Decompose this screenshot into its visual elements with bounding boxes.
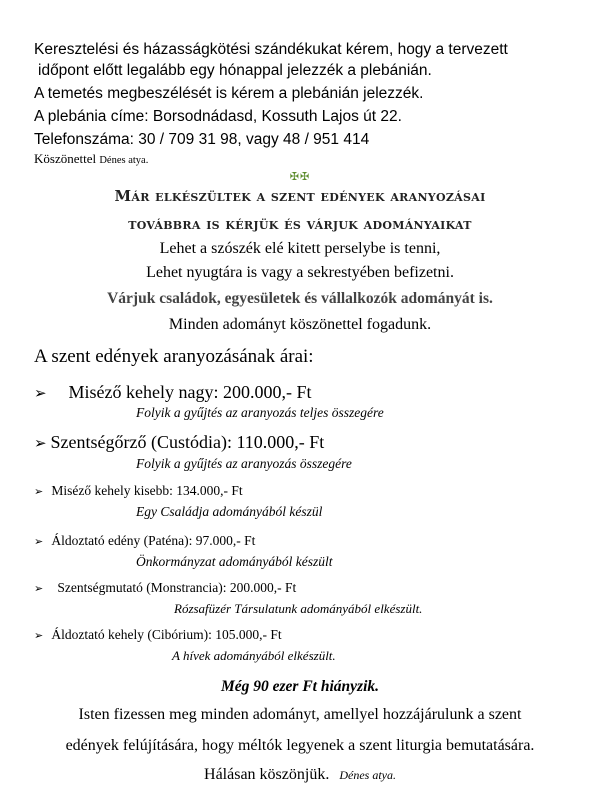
intro-line-4: A plebánia címe: Borsodnádasd, Kossuth Lajos út 22.: [34, 108, 402, 125]
price-item-label: Áldoztató kehely (Cibórium): 105.000,- Ft: [51, 627, 282, 642]
price-item-label: Miséző kehely kisebb: 134.000,- Ft: [51, 483, 243, 498]
intro-thanks-name: Dénes atya.: [99, 155, 149, 166]
appeal-line-1: Lehet a szószék elé kitett perselybe is tenni,: [159, 240, 441, 257]
header-line-2: továbbra is kérjük és várjuk adományaikat: [128, 215, 472, 233]
missing-amount: Még 90 ezer Ft hiányzik.: [220, 678, 380, 695]
price-item-note: Önkormányzat adományából készült: [136, 554, 333, 569]
price-item: [34, 627, 282, 643]
price-item-label: Szentségőrző (Custódia): 110.000,- Ft: [50, 432, 325, 452]
arrow-bullet-icon: ➢: [34, 386, 47, 402]
price-item-note: Folyik a gyűjtés az aranyozás teljes összegére: [136, 405, 384, 420]
price-item: [34, 432, 324, 453]
closing-line-1: Isten fizessen meg minden adományt, amellyel hozzájárulunk a szent: [78, 706, 522, 723]
closing-signature: [0, 766, 600, 784]
price-item-label: Szentségmutató (Monstrancia): 200.000,- Ft: [57, 580, 297, 595]
closing-line-2: edények felújítására, hogy méltók legyenek a szent liturgia bemutatására.: [65, 737, 535, 754]
appeal-line-2: Lehet nyugtára is vagy a sekrestyében befizetni.: [146, 264, 454, 281]
arrow-bullet-icon: ➢: [34, 436, 47, 452]
intro-thanks: [34, 151, 148, 167]
price-item-label: Miséző kehely nagy: 200.000,- Ft: [68, 382, 312, 402]
intro-line-2: időpont előtt legalább egy hónappal jelezzék a plebánián.: [38, 62, 432, 79]
intro-line-5: Telefonszáma: 30 / 709 31 98, vagy 48 / 951 414: [34, 131, 370, 148]
intro-thanks-word: Köszönettel: [34, 151, 97, 166]
arrow-bullet-icon: ➢: [34, 630, 44, 642]
arrow-bullet-icon: ➢: [34, 583, 44, 595]
price-item-note: A hívek adományából elkészült.: [172, 648, 336, 663]
price-item: [34, 483, 243, 499]
arrow-bullet-icon: ➢: [34, 486, 44, 498]
price-item: [34, 580, 296, 596]
price-item-label: Áldoztató edény (Paténa): 97.000,- Ft: [51, 533, 256, 548]
price-item: [34, 533, 255, 549]
price-item-note: Rózsafüzér Társulatunk adományából elkészült.: [174, 601, 423, 616]
closing-thanks: Hálásan köszönjük.: [204, 766, 330, 783]
cross-ornament-icon: ✠✠: [289, 171, 311, 183]
appeal-line-3: Várjuk családok, egyesületek és vállalkozók adományát is.: [107, 290, 493, 307]
closing-name: Dénes atya.: [339, 768, 396, 782]
arrow-bullet-icon: ➢: [34, 536, 44, 548]
price-item-note: Egy Családja adományából készül: [136, 504, 323, 519]
price-item: [34, 382, 311, 403]
header-line-1: Már elkészültek a szent edények aranyozásai: [114, 187, 486, 205]
appeal-line-4: Minden adományt köszönettel fogadunk.: [168, 316, 432, 333]
prices-title: A szent edények aranyozásának árai:: [34, 346, 314, 367]
intro-line-1: Keresztelési és házasságkötési szándékukat kérem, hogy a tervezett: [34, 41, 508, 58]
intro-line-3: A temetés megbeszélését is kérem a plebánián jelezzék.: [34, 85, 424, 102]
price-item-note: Folyik a gyűjtés az aranyozás összegére: [136, 456, 352, 471]
